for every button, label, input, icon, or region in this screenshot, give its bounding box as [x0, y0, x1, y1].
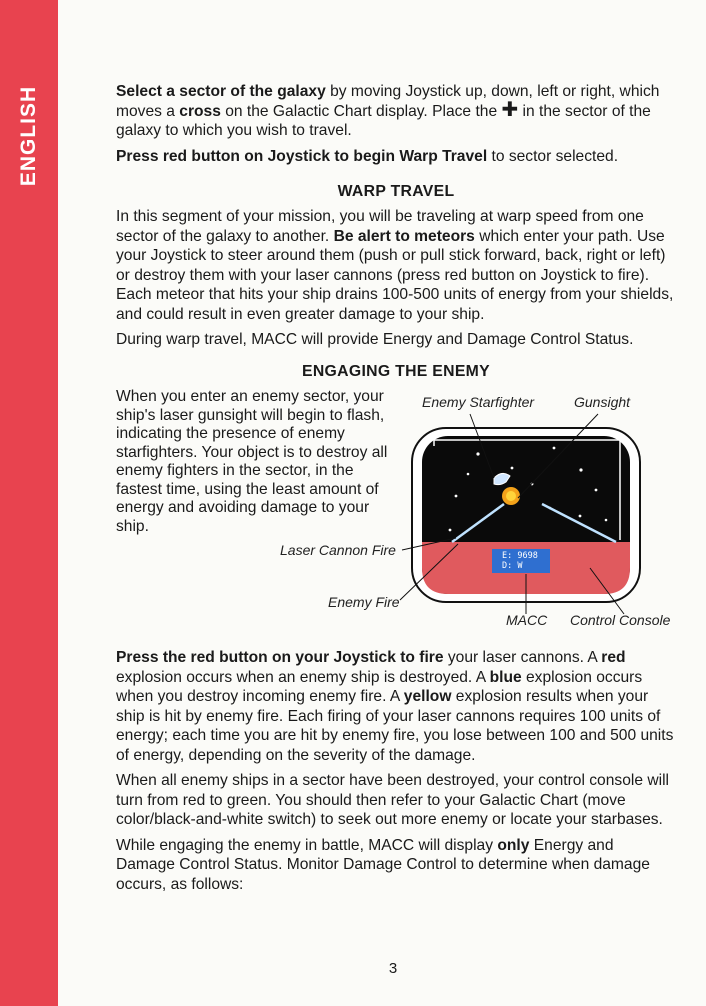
cross-icon: ✚ [501, 98, 519, 121]
intro-text: in the sector of the galaxy to which you wish to travel. [116, 102, 651, 139]
cockpit-illustration [280, 392, 680, 634]
engage-text: your laser cannons. A [443, 649, 602, 666]
warp-travel-section [116, 183, 676, 350]
intro-paragraph-1 [116, 82, 676, 141]
enemy-fire-caption: Enemy Fire [328, 594, 400, 610]
energy-readout: E: 9698 [502, 551, 538, 561]
engage-text: explosion occurs when an enemy ship is destroyed. A [116, 668, 490, 686]
engage-heading-wrap [116, 363, 676, 381]
page-number: 3 [388, 960, 398, 977]
engage-bold-phrase: Press the red button on your Joystick to fire [116, 649, 444, 666]
warp-paragraph-1 [116, 207, 676, 324]
intro-text: by moving Joystick up, down, left or right, which moves a [116, 83, 660, 120]
intro-text: on the Galactic Chart display. Place the [220, 102, 502, 120]
blue-word: blue [489, 668, 522, 686]
warp-bold-phrase: Be alert to meteors [333, 227, 475, 245]
engage-text: explosion results when your ship is hit by enemy fire. Each firing of your laser cannons requires 100 units of energy; each time you are hit by enemy fire, you lose between 100 and 500 units of energy, depending on the severity of the damage. [116, 688, 674, 764]
enemy-starfighter-caption: Enemy Starfighter [422, 394, 535, 410]
cross-word: cross [179, 102, 221, 120]
intro-paragraph-2 [116, 147, 676, 167]
macc-caption: MACC [506, 612, 548, 628]
engage-text: Energy and Damage Control Status. Monitor Damage Control to determine when damage occurs, as follows: [116, 836, 650, 893]
engage-intro-paragraph: When you enter an enemy sector, your ship's laser gunsight will begin to flash, indicating the presence of enemy starfighters. Your object is to destroy all enemy fighters in the sector, in the fastest time, using the least amount of energy and avoiding damage to your ship. [116, 388, 388, 535]
yellow-word: yellow [403, 688, 452, 705]
intro-bold-phrase: Press red button on Joystick to begin Warp Travel [116, 147, 488, 165]
intro-text: to sector selected. [487, 147, 619, 165]
engage-paragraph-3 [116, 836, 676, 895]
engaging-enemy-heading: ENGAGING THE ENEMY [302, 363, 490, 380]
laser-cannon-fire-caption: Laser Cannon Fire [280, 542, 396, 558]
warp-paragraph-2: During warp travel, MACC will provide Energy and Damage Control Status. [116, 331, 634, 348]
intro-section [116, 82, 676, 166]
language-tab [14, 84, 44, 188]
macc-readout [492, 549, 550, 573]
warp-text: In this segment of your mission, you will be traveling at warp speed from one sector of the galaxy to another. [116, 208, 644, 245]
engage-paragraph-2: When all enemy ships in a sector have been destroyed, your control console will turn from red to green. You should then refer to your Galactic Chart (move color/black-and-white switch) to seek out more enemy or locate your starbases. [116, 772, 669, 828]
language-label: ENGLISH [17, 85, 40, 187]
warp-text: which enter your path. Use your Joystick to steer around them (push or pull stick forward, back, right or left) or destroy them with your laser cannons (press red button on Joystick to fire). Each meteor that hits your ship drains 100-500 units of energy from your shields, and could result in even greater damage to your ship. [116, 227, 674, 323]
control-console-caption: Control Console [570, 612, 671, 628]
intro-bold-phrase: Select a sector of the galaxy [116, 83, 326, 100]
damage-readout: D: W [502, 561, 523, 571]
engage-body-section [116, 648, 676, 894]
engage-text: explosion occurs when you destroy incoming enemy fire. A [116, 668, 643, 705]
language-sidebar [0, 0, 58, 1006]
warp-travel-heading: WARP TRAVEL [337, 183, 455, 200]
only-word: only [497, 836, 530, 854]
red-word: red [601, 649, 626, 666]
engage-paragraph-1 [116, 648, 676, 765]
engage-text: While engaging the enemy in battle, MACC will display [116, 836, 498, 854]
gunsight-caption: Gunsight [574, 394, 631, 410]
